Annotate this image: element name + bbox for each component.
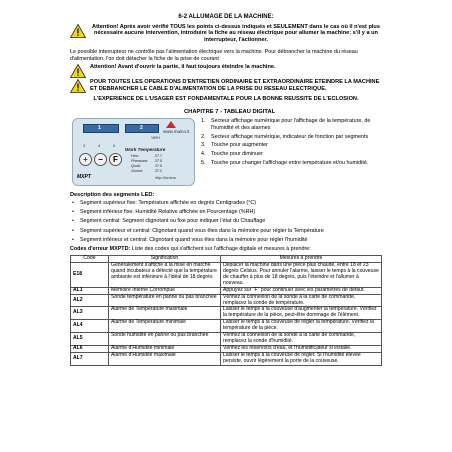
mesures-cell: Vérifiez la connexion de la sonde à la carte de commande, remplacez la sonde de température. bbox=[221, 294, 382, 307]
bullet-icon: • bbox=[72, 200, 74, 207]
table-row bbox=[71, 263, 382, 288]
legend-item bbox=[201, 160, 382, 167]
work-temp-key: Goose: bbox=[131, 169, 144, 174]
error-codes-table bbox=[70, 255, 382, 365]
segment-text: Segment supérieur fixe: Température affichée en degrés Centigrades (°C) bbox=[80, 200, 257, 207]
digital-panel-image bbox=[72, 118, 195, 186]
warning-block-1 bbox=[70, 24, 382, 45]
bullet-icon: • bbox=[72, 209, 74, 216]
legend-text: Secteur affichage numérique, indicateur de fonction par segments bbox=[211, 133, 369, 140]
legend-number: 1. bbox=[201, 118, 206, 125]
legend-number: 5. bbox=[201, 159, 206, 166]
bullet-icon: • bbox=[72, 227, 74, 234]
code-cell: AL5 bbox=[71, 333, 109, 346]
segment-item bbox=[72, 200, 382, 207]
table-row bbox=[71, 352, 382, 365]
bullet-icon: • bbox=[72, 236, 74, 243]
signification-cell: Alarme de Température minimale bbox=[109, 320, 221, 333]
display-1-number: 1 bbox=[98, 125, 101, 132]
interrupteur-paragraph: Le possible interrupteur ne contrôle pas l'alimentation électrique vers la machine. Pour débrancher la machine du réseau d'alimentation, l'on doit détacher la fiche de la prise de courant bbox=[70, 49, 358, 63]
mesures-cell: Laisser le temps à la couveuse d'augmenter la température. Vérifiez la température de la pièce, peut-être dommage de l'élément. bbox=[221, 307, 382, 320]
warning-block-2 bbox=[70, 64, 382, 78]
codes-intro-text: Liste des codes qui s'affichent sur l'affichage digitale et mesures à prendre: bbox=[130, 246, 311, 253]
panel-row bbox=[70, 118, 382, 186]
chapter-title: CHAPITRE 7 - TABLEAU DIGITAL bbox=[184, 108, 276, 115]
signification-cell: Mémoire Interne Corrompue bbox=[109, 287, 221, 294]
work-temp-row bbox=[131, 169, 162, 174]
mesures-cell: Laisser le temps à la couveuse de régler la température. Vérifiez la température de la pièce. bbox=[221, 320, 382, 333]
segment-item bbox=[72, 237, 382, 244]
signification-cell: Alarme de Température maximale bbox=[109, 307, 221, 320]
warning-icon bbox=[70, 79, 86, 93]
legend-number: 4. bbox=[201, 151, 206, 158]
code-cell: AL2 bbox=[71, 294, 109, 307]
work-temp-key: Hen: bbox=[131, 154, 140, 159]
legend-number: 3. bbox=[201, 142, 206, 149]
table-row bbox=[71, 320, 382, 333]
work-temp-key: Pheasant: bbox=[131, 159, 149, 164]
legend-item bbox=[201, 142, 382, 149]
mesures-cell: Laisser le temps à la couveuse de régler. Si l'humidité élevée persiste, ouvrir légèrement la porte de la couveuse. bbox=[221, 352, 382, 365]
warning-block-3 bbox=[70, 79, 382, 93]
section-title: 6-2 ALLUMAGE DE LA MACHINE: bbox=[178, 14, 274, 20]
segment-text: Segment inférieur et central: Clignotant quand vous êtes dans la mémoire pour régler l'humidité bbox=[80, 236, 308, 243]
panel-url: http://lamina bbox=[155, 176, 176, 181]
segments-heading: Description des segments LED: bbox=[70, 192, 155, 199]
signification-cell: Sonde humidité en panne ou pas branchée bbox=[109, 333, 221, 346]
callout-3: 3 bbox=[83, 144, 86, 149]
legend-text: Touche pour changer l'affichage entre température et/ou humidité. bbox=[211, 159, 369, 166]
brand-label: www.maino.it bbox=[163, 129, 190, 135]
legend-item bbox=[201, 134, 382, 141]
work-temperature-label: Work Temperature bbox=[125, 147, 166, 153]
mesures-cell: Déplacer la machine dans une pièce plus chaude, entre 18 et 23 degrés Celsius. Pour annuler l'alarme, laisser le temps à la couveuse de chauffer à plus de 18 degrés, puis l'éteindre et l'allumer à nouveau. bbox=[221, 263, 382, 288]
code-cell: AL4 bbox=[71, 320, 109, 333]
table-row bbox=[71, 333, 382, 346]
segment-text: Segment supérieur et central: Clignotant quand vous êtes dans la mémoire pour régler la Température bbox=[80, 227, 324, 234]
codes-intro bbox=[70, 246, 382, 253]
legend-text: Secteur affichage numérique pour l'affichage de la température, de l'humidité et des alarmes bbox=[211, 118, 371, 131]
codes-intro-bold: Codes d'erreur MXPTD: bbox=[70, 246, 131, 253]
signification-cell: Sonde température en panne ou pas branchée bbox=[109, 294, 221, 307]
header-signification: Signification bbox=[109, 256, 221, 263]
warning-icon bbox=[70, 64, 86, 78]
minus-button[interactable]: − bbox=[94, 153, 107, 166]
bullet-icon: • bbox=[72, 218, 74, 225]
code-cell: AL3 bbox=[71, 307, 109, 320]
warning-3-text: POUR TOUTES LES OPERATIONS D'ENTRETIEN ORDINAIRE ET EXTRAORDINAIRE ETEINDRE LA MACHINE ET DEBRANCHER LE CABLE D'ALIMENTATION DE LA PRISE DU RESEAU ELECTRIQUE. bbox=[90, 78, 380, 92]
work-temp-value: 37.5 bbox=[154, 164, 162, 169]
display-2 bbox=[125, 124, 159, 133]
plus-button[interactable]: + bbox=[79, 153, 92, 166]
legend-text: Touche pour augmenter bbox=[211, 142, 268, 149]
segment-item bbox=[72, 218, 382, 225]
warning-1-heading: Attention! bbox=[92, 23, 120, 30]
callout-5: 5 bbox=[113, 144, 116, 149]
work-temp-value: 37.5 bbox=[154, 159, 162, 164]
model-label: MXPT bbox=[77, 174, 91, 181]
code-cell: AL7 bbox=[71, 352, 109, 365]
legend-text: Touche pour diminuer bbox=[211, 151, 263, 158]
panel-legend bbox=[201, 118, 382, 169]
rh-mark: %RH bbox=[151, 136, 160, 141]
signification-cell: Alarme d'Humidité maximale bbox=[109, 352, 221, 365]
mesures-cell: Vérifiez les réservoirs d'eau, et l'humidificateur si installé. bbox=[221, 345, 382, 352]
segments-list bbox=[72, 200, 382, 243]
work-temp-key: Quail: bbox=[131, 164, 141, 169]
work-temp-value: 37.2 bbox=[154, 169, 162, 174]
segment-item bbox=[72, 228, 382, 235]
header-code: Code bbox=[71, 256, 109, 263]
warning-1-body: Après avoir vérifié TOUS les points ci-dessus indiqués et SEULEMENT dans le cas où il n'est plus nécessaire aucune intervention, introduire la fiche au réseau électrique pour allumer la machine; s'il y a un interrupteur, l'actionner. bbox=[94, 23, 380, 44]
maino-logo-icon bbox=[166, 121, 176, 128]
legend-item bbox=[201, 151, 382, 158]
legend-item bbox=[201, 118, 382, 132]
code-cell: AL1 bbox=[71, 287, 109, 294]
segment-text: Segment central: Segment clignotant ou fixe pour indiquer l'état du Chauffage bbox=[80, 218, 266, 225]
signification-cell: Généralement s'affiche à la mise en marche quand incubateur a détecté que la température ambiante est inférieure à l'idéal de 18 degrés bbox=[109, 263, 221, 288]
table-row bbox=[71, 307, 382, 320]
table-row bbox=[71, 294, 382, 307]
experience-note: L'EXPERIENCE DE L'USAGER EST FONDAMENTALE POUR LA BONNE REUSSITE DE L'ECLOSION. bbox=[93, 95, 359, 102]
display-1 bbox=[83, 124, 119, 133]
signification-cell: Alarme d'Humidité minimale bbox=[109, 345, 221, 352]
code-cell: AL6 bbox=[71, 345, 109, 352]
callout-4: 4 bbox=[98, 144, 101, 149]
segment-item bbox=[72, 209, 382, 216]
code-cell: E18 bbox=[71, 263, 109, 288]
display-2-number: 2 bbox=[140, 125, 143, 132]
warning-icon bbox=[70, 24, 86, 38]
legend-number: 2. bbox=[201, 133, 206, 140]
mesures-cell: Vérifiez la connexion de la sonde à la carte de commande, remplacez la sonde d'humidité. bbox=[221, 333, 382, 346]
warning-1-text bbox=[90, 24, 382, 45]
header-mesures: Mesures à prendre bbox=[221, 256, 382, 263]
warning-2-text: Attention! Avant d'ouvrir la partie, il faut toujours éteindre la machine. bbox=[90, 63, 276, 70]
work-temp-value: 37.7 bbox=[154, 154, 162, 159]
segment-text: Segment inférieur fixe: Humidité Relative affichée en Pourcentage (%RH) bbox=[80, 209, 256, 216]
mesures-cell: Appuyez sur "F" pour continuer avec les paramètres de défaut. bbox=[221, 287, 382, 294]
f-button[interactable]: F bbox=[109, 153, 122, 166]
